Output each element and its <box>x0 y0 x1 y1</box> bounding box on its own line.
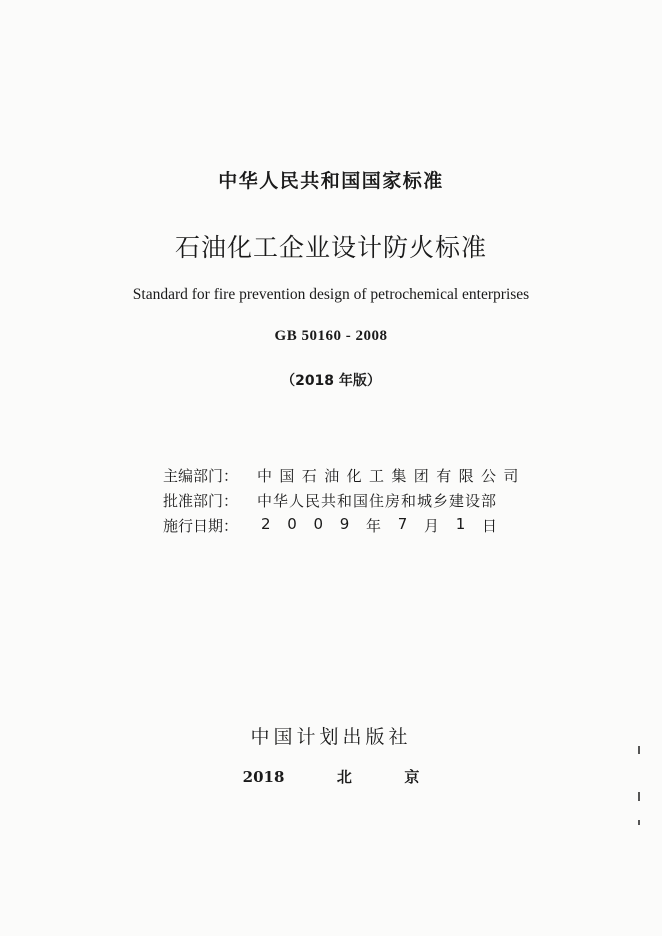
standard-title-chinese: 石油化工企业设计防火标准 <box>174 233 487 262</box>
publication-city-first: 北 <box>336 768 352 786</box>
date-char: 日 <box>481 517 497 535</box>
editor-label: 主编部门： <box>163 467 239 485</box>
edition-label: （2018 年版） <box>281 373 381 389</box>
date-char: 2 <box>261 515 271 533</box>
scan-edge-mark <box>638 820 640 825</box>
approver-value: 中华人民共和国住房和城乡建设部 <box>257 492 498 510</box>
scan-edge-mark <box>638 746 640 754</box>
approver-row <box>163 488 526 513</box>
date-char: 0 <box>287 515 297 533</box>
standard-code: GB 50160 - 2008 <box>274 328 388 344</box>
date-char: 1 <box>455 515 466 533</box>
date-char: 月 <box>423 517 439 535</box>
national-standard-heading: 中华人民共和国国家标准 <box>218 170 444 192</box>
date-char: 年 <box>366 517 382 535</box>
standard-info-block <box>163 463 526 538</box>
effective-date-label: 施行日期： <box>163 517 239 535</box>
date-char: 0 <box>313 515 324 533</box>
editor-row <box>163 463 526 488</box>
date-char: 9 <box>339 515 350 533</box>
effective-date-row <box>163 513 526 538</box>
publisher-name: 中国计划出版社 <box>250 726 412 748</box>
approver-label: 批准部门： <box>163 492 239 510</box>
scan-edge-mark <box>638 792 640 801</box>
date-char: 7 <box>397 515 408 533</box>
publication-year: 2018 <box>242 768 285 786</box>
standard-title-english: Standard for fire prevention design of petrochemical enterprises <box>132 286 530 303</box>
publication-year-place <box>0 766 662 787</box>
editor-value: 中国石油化工集团有限公司 <box>257 467 526 485</box>
effective-date-value <box>257 515 497 536</box>
publication-city-second: 京 <box>404 768 420 786</box>
